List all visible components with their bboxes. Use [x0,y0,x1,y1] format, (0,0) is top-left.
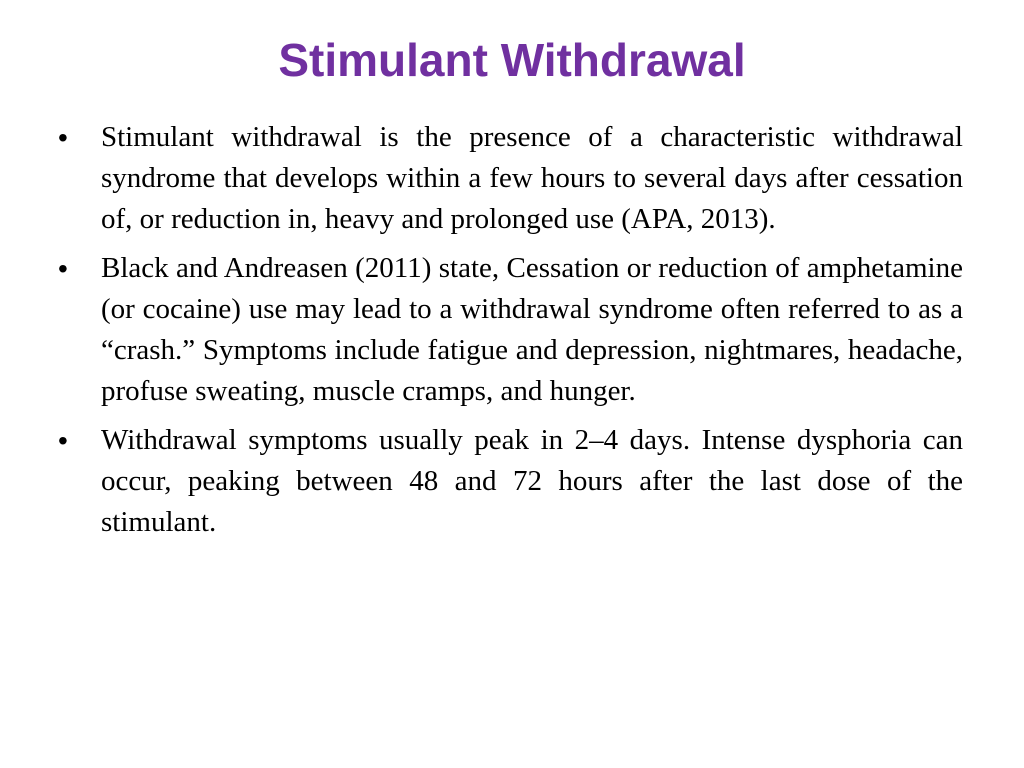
bullet-marker-icon: • [58,122,68,153]
bullet-item-2 [58,248,963,412]
slide-title: Stimulant Withdrawal [278,34,746,86]
bullet-text-2: Black and Andreasen (2011) state, Cessation or reduction of amphetamine (or cocaine) use may lead to a withdrawal syndrome often referred to as a “crash.” Symptoms include fatigue and depression, nightmares, headache, profuse sweating, muscle cramps, and hunger. [101,252,963,407]
bullet-list [58,117,963,551]
bullet-marker-icon: • [58,253,68,284]
bullet-text-1: Stimulant withdrawal is the presence of a characteristic withdrawal syndrome that develops within a few hours to several days after cessation of, or reduction in, heavy and prolonged use (APA, 2013). [101,121,963,235]
bullet-marker-icon: • [58,425,68,456]
bullet-text-3: Withdrawal symptoms usually peak in 2–4 days. Intense dysphoria can occur, peaking between 48 and 72 hours after the last dose of the stimulant. [101,424,963,538]
bullet-item-1 [58,117,963,240]
bullet-item-3 [58,420,963,543]
